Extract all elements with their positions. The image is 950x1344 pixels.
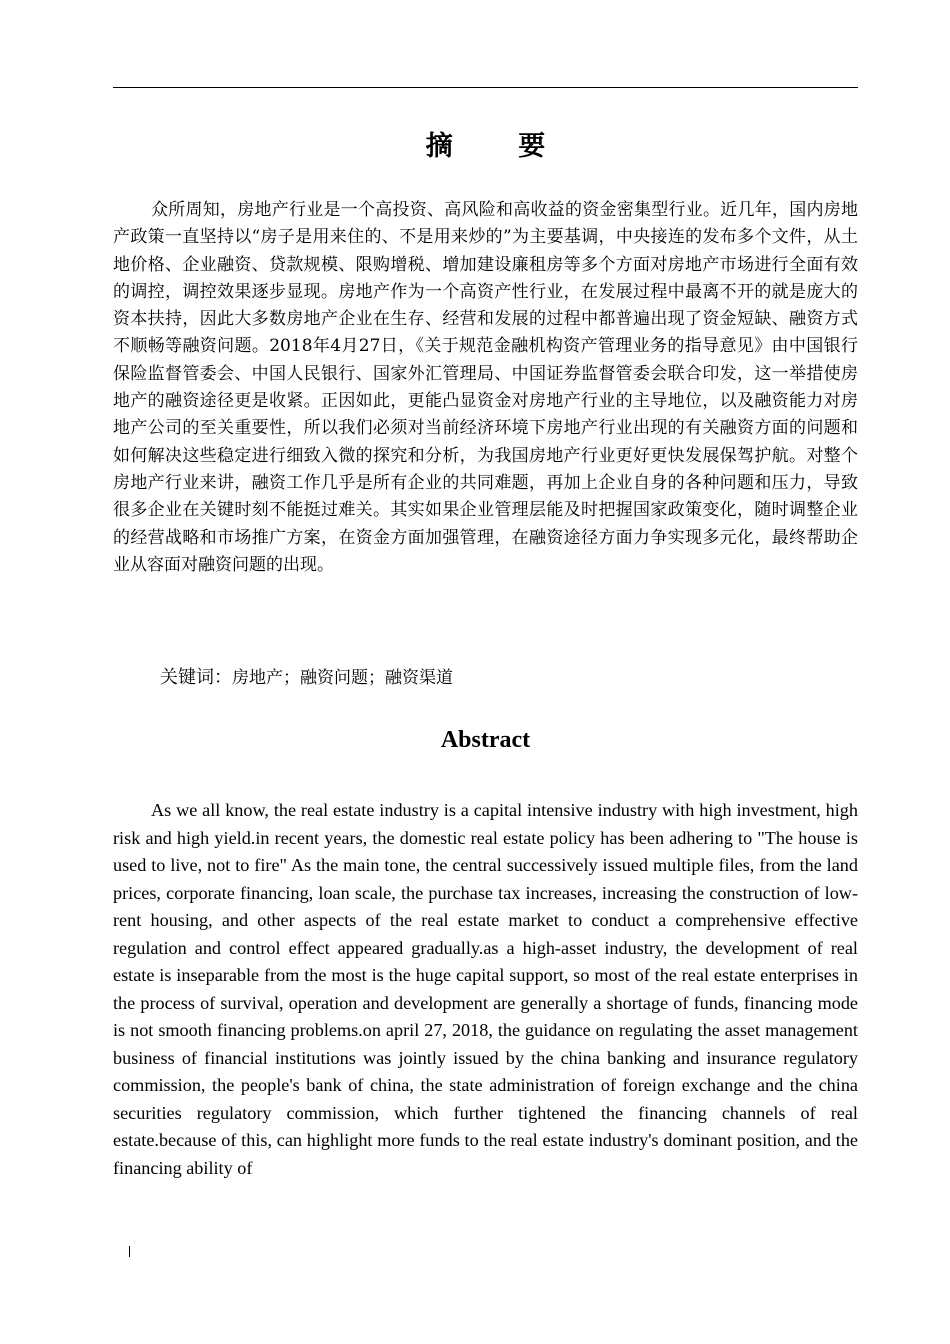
chinese-abstract-title: 摘 要 (425, 131, 574, 162)
header-divider (113, 87, 858, 88)
chinese-abstract-body: 众所周知，房地产行业是一个高投资、高风险和高收益的资金密集型行业。近几年，国内房地产政策一直坚持以“房子是用来住的、不是用来炒的”为主要基调，中央接连的发布多个文件，从土地价格、企业融资、贷款规模、限购增税、增加建设廉租房等多个方面对房地产市场进行全面有效的调控，调控效果逐步显现。房地产作为一个高资产性行业，在发展过程中最离不开的就是庞大的资本扶持，因此大多数房地产企业在生存、经营和发展的过程中都普遍出现了资金短缺、融资方式不顺畅等融资问题。2018年4月27日，《关于规范金融机构资产管理业务的指导意见》由中国银行保险监督管委会、中国人民银行、国家外汇管理局、中国证券监督管委会联合印发，这一举措使房地产的融资途径更是收紧。正因如此，更能凸显资金对房地产行业的主导地位，以及融资能力对房地产公司的至关重要性，所以我们必须对当前经济环境下房地产行业出现的有关融资方面的问题和如何解决这些稳定进行细致入微的探究和分析，为我国房地产行业更好更快发展保驾护航。对整个房地产行业来讲，融资工作几乎是所有企业的共同难题，再加上企业自身的各种问题和压力，导致很多企业在关键时刻不能挺过难关。其实如果企业管理层能及时把握国家政策变化，随时调整企业的经营战略和市场推广方案，在资金方面加强管理，在融资途径方面力争实现多元化，最终帮助企业从容面对融资问题的出现。 (113, 200, 858, 575)
keywords-label: 关键词： (160, 667, 232, 688)
english-abstract-body: As we all know, the real estate industry is a capital intensive industry with high investment, high risk and high yield.in recent years, the domestic real estate policy has been adhering to "The house is used to live, not to fire" As the main tone, the central successively issued multiple files, from the land prices, corporate financing, loan scale, the purchase tax increases, increasing the construction of low-rent housing, and other aspects of the real estate market to conduct a comprehensive effective regulation and control effect appeared gradually.as a high-asset industry, the development of real estate is inseparable from the most is the huge capital support, so most of the real estate enterprises in the process of survival, operation and development are generally a shortage of funds, financing mode is not smooth financing problems.on april 27, 2018, the guidance on regulating the asset management business of financial institutions was jointly issued by the china banking and insurance regulatory commission, the people's bank of china, the state administration of foreign exchange and the china securities regulatory commission, which further tightened the financing channels of real estate.because of this, can highlight more funds to the real estate industry's dominant position, and the financing ability of (113, 800, 858, 1178)
keywords-text: 房地产；融资问题；融资渠道 (232, 668, 453, 688)
page-number (129, 1246, 130, 1257)
keywords-line (160, 663, 453, 689)
english-abstract-title: Abstract (440, 727, 531, 753)
